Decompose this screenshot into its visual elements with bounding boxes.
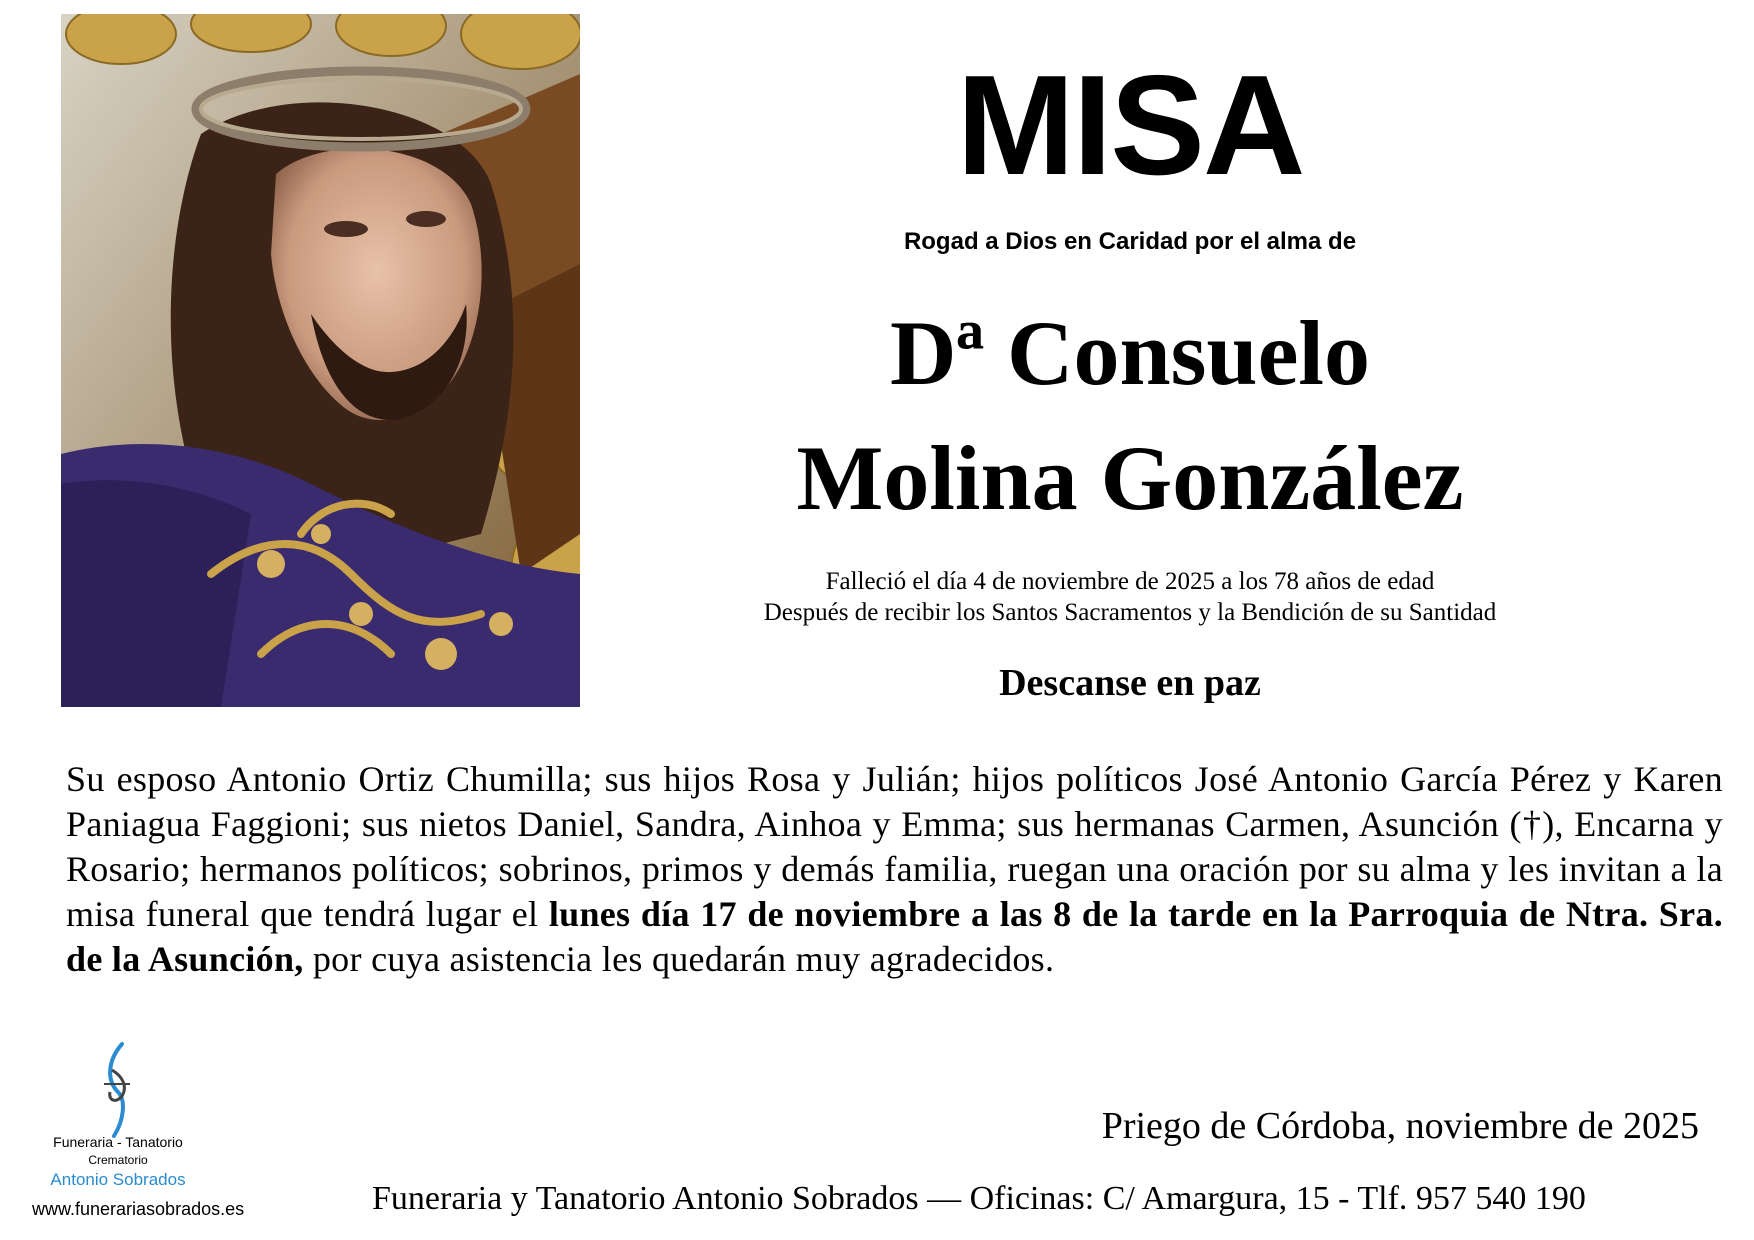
deceased-name-first-line: Dª Consuelo <box>890 302 1370 404</box>
jesus-nazareno-photo <box>61 14 580 707</box>
website-link[interactable]: www.funerariasobrados.es <box>32 1199 245 1219</box>
announcement-text: Su esposo Antonio Ortiz Chumilla; sus hijos Rosa y Julián; hijos políticos José Antonio García Pérez y Karen Paniagua Faggioni; sus nietos Daniel, Sandra, Ainhoa y Emma; sus hermanas Carmen, Asunción (†), Encarna y Rosario; hermanos políticos; sobrinos, primos y demás familia, ruegan una oración por su alma y les invitan a la misa funeral que tendrá lugar el <box>66 759 1723 934</box>
logo-text-brand: Antonio Sobrados <box>50 1170 186 1189</box>
sacraments-line: Después de recibir los Santos Sacramentos y la Bendición de su Santidad <box>763 599 1497 626</box>
rest-in-peace: Descanse en paz <box>999 662 1261 704</box>
religious-image <box>61 14 580 707</box>
place-and-date: Priego de Córdoba, noviembre de 2025 <box>1101 1105 1699 1147</box>
funeral-home-logo-icon <box>92 1040 144 1140</box>
deceased-name-second-line: Molina González <box>796 427 1464 529</box>
prayer-subtitle: Rogad a Dios en Caridad por el alma de <box>903 228 1357 255</box>
logo-text-funeraria: Funeraria - Tanatorio <box>53 1134 183 1150</box>
family-announcement <box>66 757 1723 982</box>
footer-contact: Funeraria y Tanatorio Antonio Sobrados — Oficinas: C/ Amargura, 15 - Tlf. 957 540 190 <box>372 1180 1586 1217</box>
announcement-closing: por cuya asistencia les quedarán muy agradecidos. <box>303 939 1055 979</box>
page-title: MISA <box>956 46 1304 205</box>
death-date-line: Falleció el día 4 de noviembre de 2025 a los 78 años de edad <box>825 568 1435 595</box>
mass-details: lunes día 17 de noviembre a las 8 de la tarde en la Parroquia de Ntra. Sra. de la Asunción, <box>66 894 1723 979</box>
logo-text-crematorio: Crematorio <box>88 1153 148 1167</box>
